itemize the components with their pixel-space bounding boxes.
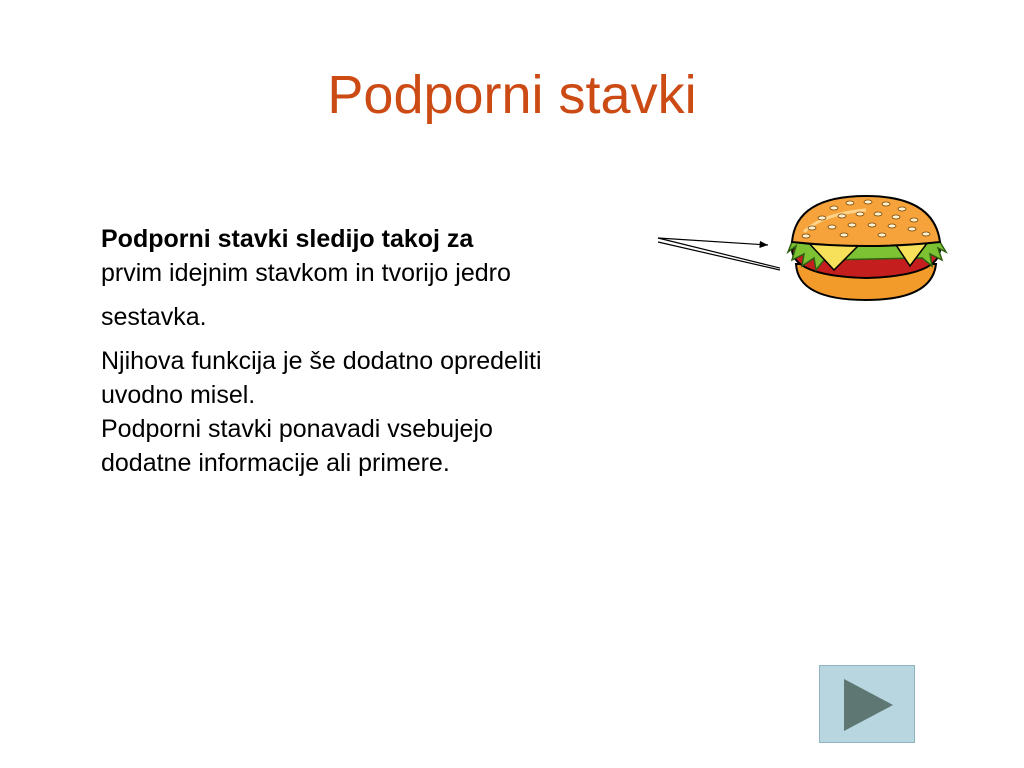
body-line: uvodno misel. [101,381,256,409]
pointer-arrows [650,228,780,278]
body-line: sestavka. [101,303,207,331]
body-line: prvim idejnim stavkom in tvorijo jedro [101,259,511,287]
slide-title: Podporni stavki [327,65,697,125]
next-slide-button[interactable] [819,665,915,743]
play-arrow-icon [820,666,916,744]
body-line-bold-intro: Podporni stavki sledijo takoj za [101,225,474,253]
hamburger-icon [782,192,948,304]
body-line: Njihova funkcija je še dodatno opredeliti [101,347,542,375]
body-line: Podporni stavki ponavadi vsebujejo [101,415,493,443]
arrow-line [658,242,780,270]
body-line: dodatne informacije ali primere. [101,449,450,477]
arrow-line [658,238,780,272]
